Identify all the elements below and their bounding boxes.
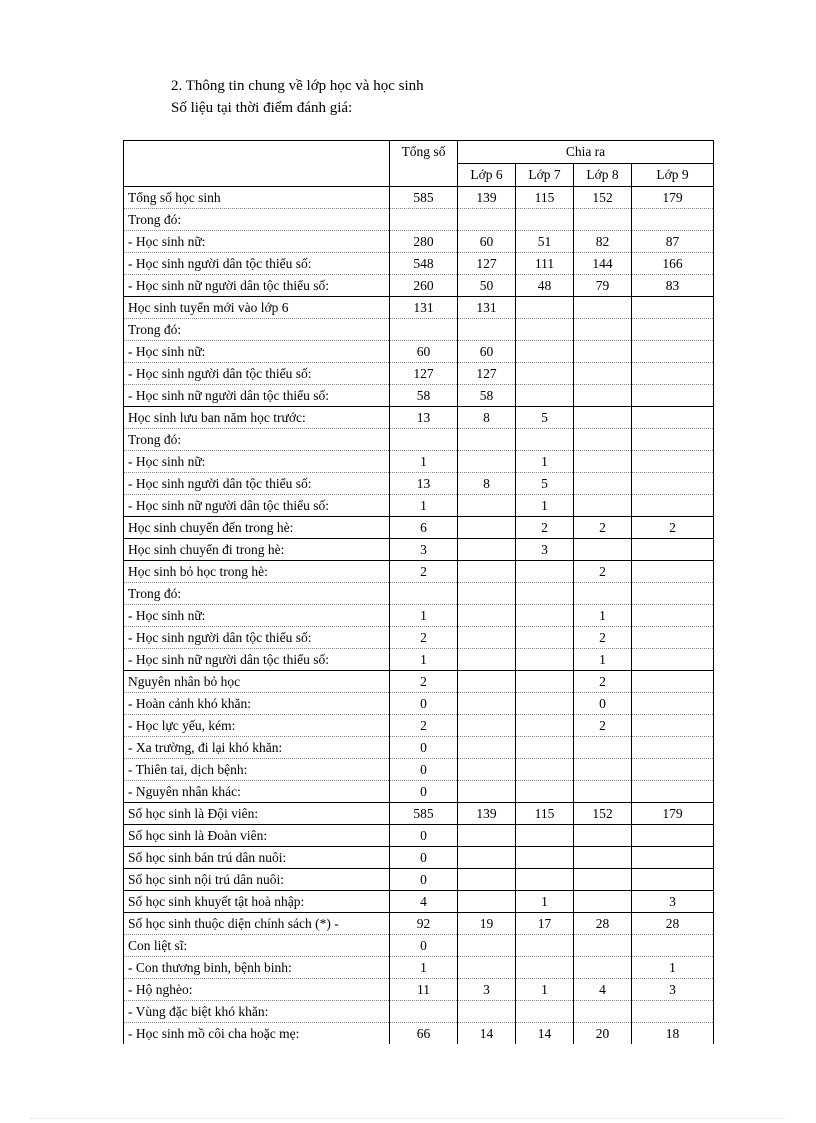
row-grade-6: 60 [458,341,516,363]
table-row [124,209,714,231]
row-total: 1 [390,649,458,671]
row-grade-7 [516,385,574,407]
row-label: - Học sinh nữ người dân tộc thiểu số: [124,649,390,671]
row-grade-8: 79 [574,275,632,297]
row-label: - Học sinh người dân tộc thiểu số: [124,253,390,275]
row-grade-6 [458,1001,516,1023]
row-label: - Học sinh nữ người dân tộc thiểu số: [124,495,390,517]
student-statistics-table [123,140,714,1044]
table-row [124,979,714,1001]
row-grade-9 [632,935,714,957]
row-grade-8 [574,737,632,759]
row-grade-8 [574,891,632,913]
row-grade-7 [516,825,574,847]
page-bottom-divider [30,1118,786,1119]
row-grade-7: 115 [516,803,574,825]
table-row [124,671,714,693]
row-grade-8 [574,429,632,451]
row-grade-7 [516,1001,574,1023]
table-row [124,517,714,539]
row-grade-6: 127 [458,363,516,385]
row-label: Số học sinh thuộc diện chính sách (*) - [124,913,390,935]
table-row [124,869,714,891]
table-row [124,627,714,649]
row-grade-7: 5 [516,407,574,429]
row-grade-9: 3 [632,979,714,1001]
row-grade-7 [516,297,574,319]
row-grade-7 [516,693,574,715]
row-grade-9 [632,429,714,451]
row-grade-7: 1 [516,891,574,913]
row-label: Số học sinh là Đội viên: [124,803,390,825]
row-grade-7 [516,649,574,671]
row-grade-7: 48 [516,275,574,297]
row-label: - Học sinh người dân tộc thiểu số: [124,363,390,385]
row-grade-8: 82 [574,231,632,253]
row-grade-9: 1 [632,957,714,979]
row-total: 585 [390,187,458,209]
row-total [390,209,458,231]
row-grade-7 [516,781,574,803]
row-grade-7: 17 [516,913,574,935]
row-grade-7 [516,627,574,649]
row-grade-6 [458,209,516,231]
row-total [390,429,458,451]
row-grade-8 [574,1001,632,1023]
row-label: - Con thương binh, bệnh binh: [124,957,390,979]
row-grade-6 [458,671,516,693]
table-row [124,561,714,583]
row-grade-9 [632,297,714,319]
row-grade-6: 127 [458,253,516,275]
row-grade-6: 131 [458,297,516,319]
row-grade-9 [632,495,714,517]
row-total: 1 [390,495,458,517]
row-total: 0 [390,759,458,781]
row-grade-6 [458,319,516,341]
row-total: 585 [390,803,458,825]
row-grade-8: 1 [574,605,632,627]
row-grade-8: 28 [574,913,632,935]
row-grade-8 [574,363,632,385]
row-grade-7 [516,561,574,583]
row-label: - Học sinh nữ người dân tộc thiểu số: [124,275,390,297]
row-total [390,319,458,341]
row-grade-8 [574,341,632,363]
row-grade-7: 5 [516,473,574,495]
table-row [124,803,714,825]
row-grade-7 [516,957,574,979]
row-grade-7 [516,209,574,231]
row-label: Số học sinh nội trú dân nuôi: [124,869,390,891]
row-grade-8 [574,473,632,495]
row-grade-9 [632,473,714,495]
row-grade-6: 14 [458,1023,516,1045]
row-grade-6 [458,891,516,913]
table-row [124,253,714,275]
row-grade-9: 28 [632,913,714,935]
row-total: 1 [390,605,458,627]
row-grade-9 [632,1001,714,1023]
row-grade-6: 58 [458,385,516,407]
row-total: 1 [390,451,458,473]
row-label: - Học sinh mồ côi cha hoặc mẹ: [124,1023,390,1045]
row-grade-9 [632,341,714,363]
row-grade-6 [458,517,516,539]
row-label: Tổng số học sinh [124,187,390,209]
row-label: - Học sinh nữ: [124,231,390,253]
table-row [124,297,714,319]
row-total: 280 [390,231,458,253]
row-grade-8 [574,759,632,781]
row-grade-8 [574,869,632,891]
table-body [124,187,714,1045]
row-label: - Học sinh nữ: [124,605,390,627]
row-grade-7 [516,363,574,385]
row-label: Con liệt sĩ: [124,935,390,957]
row-grade-9 [632,715,714,737]
row-total: 4 [390,891,458,913]
table-row [124,891,714,913]
row-total: 0 [390,693,458,715]
row-grade-8 [574,847,632,869]
row-grade-7 [516,935,574,957]
row-grade-9: 83 [632,275,714,297]
row-total: 1 [390,957,458,979]
row-total: 2 [390,671,458,693]
row-grade-8: 2 [574,561,632,583]
row-grade-9 [632,649,714,671]
table-row [124,693,714,715]
row-total: 260 [390,275,458,297]
row-grade-8 [574,957,632,979]
row-grade-7 [516,583,574,605]
row-label: - Thiên tai, dịch bệnh: [124,759,390,781]
row-grade-9 [632,209,714,231]
row-grade-8: 1 [574,649,632,671]
row-grade-6: 139 [458,187,516,209]
row-total: 131 [390,297,458,319]
table-row [124,781,714,803]
row-grade-9 [632,319,714,341]
row-grade-6 [458,627,516,649]
table-row [124,451,714,473]
table-row [124,583,714,605]
row-grade-8 [574,935,632,957]
row-grade-6: 3 [458,979,516,1001]
row-label: Số học sinh khuyết tật hoà nhập: [124,891,390,913]
row-grade-7: 1 [516,495,574,517]
row-grade-8: 2 [574,671,632,693]
row-grade-8: 2 [574,715,632,737]
row-label: - Học sinh nữ: [124,341,390,363]
row-grade-7: 111 [516,253,574,275]
row-grade-7 [516,869,574,891]
row-grade-9 [632,781,714,803]
row-grade-9: 18 [632,1023,714,1045]
row-grade-9 [632,825,714,847]
header-blank-cell [124,141,390,187]
row-label: Nguyên nhân bỏ học [124,671,390,693]
row-grade-8 [574,319,632,341]
table-row [124,341,714,363]
row-label: Học sinh tuyển mới vào lớp 6 [124,297,390,319]
row-grade-8: 2 [574,517,632,539]
row-grade-7: 1 [516,979,574,1001]
row-grade-6 [458,737,516,759]
row-grade-7 [516,715,574,737]
row-total: 0 [390,935,458,957]
row-total: 13 [390,473,458,495]
row-grade-9: 3 [632,891,714,913]
row-grade-8 [574,825,632,847]
table-row [124,473,714,495]
row-total: 2 [390,561,458,583]
row-grade-8: 152 [574,803,632,825]
row-total: 0 [390,847,458,869]
row-grade-9: 179 [632,187,714,209]
row-grade-8: 0 [574,693,632,715]
row-label: - Học sinh người dân tộc thiểu số: [124,627,390,649]
table-row [124,913,714,935]
row-grade-6 [458,781,516,803]
row-label: Học sinh chuyển đi trong hè: [124,539,390,561]
row-total [390,583,458,605]
row-grade-8 [574,297,632,319]
row-grade-9 [632,627,714,649]
row-total: 3 [390,539,458,561]
row-total: 6 [390,517,458,539]
row-grade-6 [458,649,516,671]
table-row [124,1023,714,1045]
row-grade-6: 8 [458,473,516,495]
row-grade-7 [516,605,574,627]
row-grade-9 [632,671,714,693]
row-total: 13 [390,407,458,429]
table-row [124,275,714,297]
table-header-row [124,141,714,164]
table-row [124,429,714,451]
row-grade-8 [574,495,632,517]
row-grade-6 [458,957,516,979]
row-grade-6 [458,495,516,517]
header-divided: Chia ra [458,141,714,164]
row-grade-9 [632,363,714,385]
table-row [124,319,714,341]
row-grade-7: 2 [516,517,574,539]
row-label: Học sinh bỏ học trong hè: [124,561,390,583]
row-total: 92 [390,913,458,935]
row-grade-9 [632,451,714,473]
row-grade-6: 139 [458,803,516,825]
row-grade-9 [632,539,714,561]
row-label: Học sinh lưu ban năm học trước: [124,407,390,429]
row-total: 66 [390,1023,458,1045]
row-label: - Học sinh nữ người dân tộc thiểu số: [124,385,390,407]
table-row [124,715,714,737]
row-grade-6: 8 [458,407,516,429]
table-row [124,935,714,957]
row-grade-8: 152 [574,187,632,209]
header-total: Tổng số [390,141,458,187]
row-total: 11 [390,979,458,1001]
row-total: 2 [390,627,458,649]
row-grade-6 [458,605,516,627]
row-grade-9: 87 [632,231,714,253]
row-grade-8: 20 [574,1023,632,1045]
row-label: - Học sinh nữ: [124,451,390,473]
row-grade-9 [632,583,714,605]
row-label: Học sinh chuyển đến trong hè: [124,517,390,539]
table-row [124,737,714,759]
table-row [124,495,714,517]
row-total [390,1001,458,1023]
row-grade-7 [516,319,574,341]
row-total: 0 [390,781,458,803]
row-label: - Học sinh người dân tộc thiểu số: [124,473,390,495]
table-row [124,363,714,385]
row-grade-9 [632,407,714,429]
row-grade-6 [458,429,516,451]
row-grade-9 [632,385,714,407]
row-total: 2 [390,715,458,737]
row-grade-6 [458,759,516,781]
section-heading: 2. Thông tin chung về lớp học và học sinh [171,78,424,94]
row-label: - Vùng đặc biệt khó khăn: [124,1001,390,1023]
table-row [124,605,714,627]
row-label: Trong đó: [124,209,390,231]
row-grade-9: 166 [632,253,714,275]
row-total: 58 [390,385,458,407]
section-subheading: Số liệu tại thời điểm đánh giá: [171,100,353,116]
row-grade-7 [516,671,574,693]
row-grade-8: 4 [574,979,632,1001]
row-grade-6: 19 [458,913,516,935]
row-grade-9: 2 [632,517,714,539]
row-grade-8 [574,407,632,429]
row-grade-6 [458,583,516,605]
row-grade-9 [632,759,714,781]
row-grade-8 [574,583,632,605]
row-grade-9 [632,737,714,759]
header-grade-7: Lớp 7 [516,164,574,187]
row-grade-9: 179 [632,803,714,825]
table-row [124,1001,714,1023]
row-grade-8: 2 [574,627,632,649]
row-grade-6 [458,715,516,737]
row-label: Số học sinh bán trú dân nuôi: [124,847,390,869]
row-grade-8: 144 [574,253,632,275]
row-grade-6: 50 [458,275,516,297]
row-grade-6 [458,869,516,891]
row-grade-6 [458,825,516,847]
table-row [124,957,714,979]
row-grade-6 [458,451,516,473]
row-grade-7 [516,737,574,759]
row-total: 60 [390,341,458,363]
row-grade-8 [574,539,632,561]
row-grade-6 [458,693,516,715]
row-grade-7: 51 [516,231,574,253]
table-row [124,825,714,847]
table-row [124,847,714,869]
row-grade-8 [574,209,632,231]
row-label: - Hoàn cảnh khó khăn: [124,693,390,715]
table-row [124,187,714,209]
row-label: - Hộ nghèo: [124,979,390,1001]
row-grade-6 [458,561,516,583]
row-label: Trong đó: [124,429,390,451]
row-total: 0 [390,869,458,891]
table-row [124,649,714,671]
table-row [124,539,714,561]
row-total: 0 [390,737,458,759]
row-grade-9 [632,605,714,627]
row-label: - Nguyên nhân khác: [124,781,390,803]
row-label: - Xa trường, đi lại khó khăn: [124,737,390,759]
row-grade-9 [632,869,714,891]
row-grade-7: 3 [516,539,574,561]
row-grade-6: 60 [458,231,516,253]
row-grade-7 [516,847,574,869]
row-grade-9 [632,847,714,869]
row-grade-6 [458,539,516,561]
header-grade-8: Lớp 8 [574,164,632,187]
header-grade-9: Lớp 9 [632,164,714,187]
row-grade-8 [574,385,632,407]
row-grade-6 [458,935,516,957]
row-grade-7: 1 [516,451,574,473]
row-label: Trong đó: [124,319,390,341]
row-label: Số học sinh là Đoàn viên: [124,825,390,847]
table-row [124,407,714,429]
row-grade-9 [632,693,714,715]
row-total: 127 [390,363,458,385]
row-grade-7: 115 [516,187,574,209]
row-grade-9 [632,561,714,583]
row-grade-6 [458,847,516,869]
table-row [124,231,714,253]
table-row [124,759,714,781]
row-grade-7 [516,429,574,451]
row-grade-7 [516,341,574,363]
row-grade-7: 14 [516,1023,574,1045]
row-grade-8 [574,451,632,473]
row-total: 548 [390,253,458,275]
row-grade-7 [516,759,574,781]
header-grade-6: Lớp 6 [458,164,516,187]
row-label: Trong đó: [124,583,390,605]
row-total: 0 [390,825,458,847]
row-label: - Học lực yếu, kém: [124,715,390,737]
row-grade-8 [574,781,632,803]
table-row [124,385,714,407]
